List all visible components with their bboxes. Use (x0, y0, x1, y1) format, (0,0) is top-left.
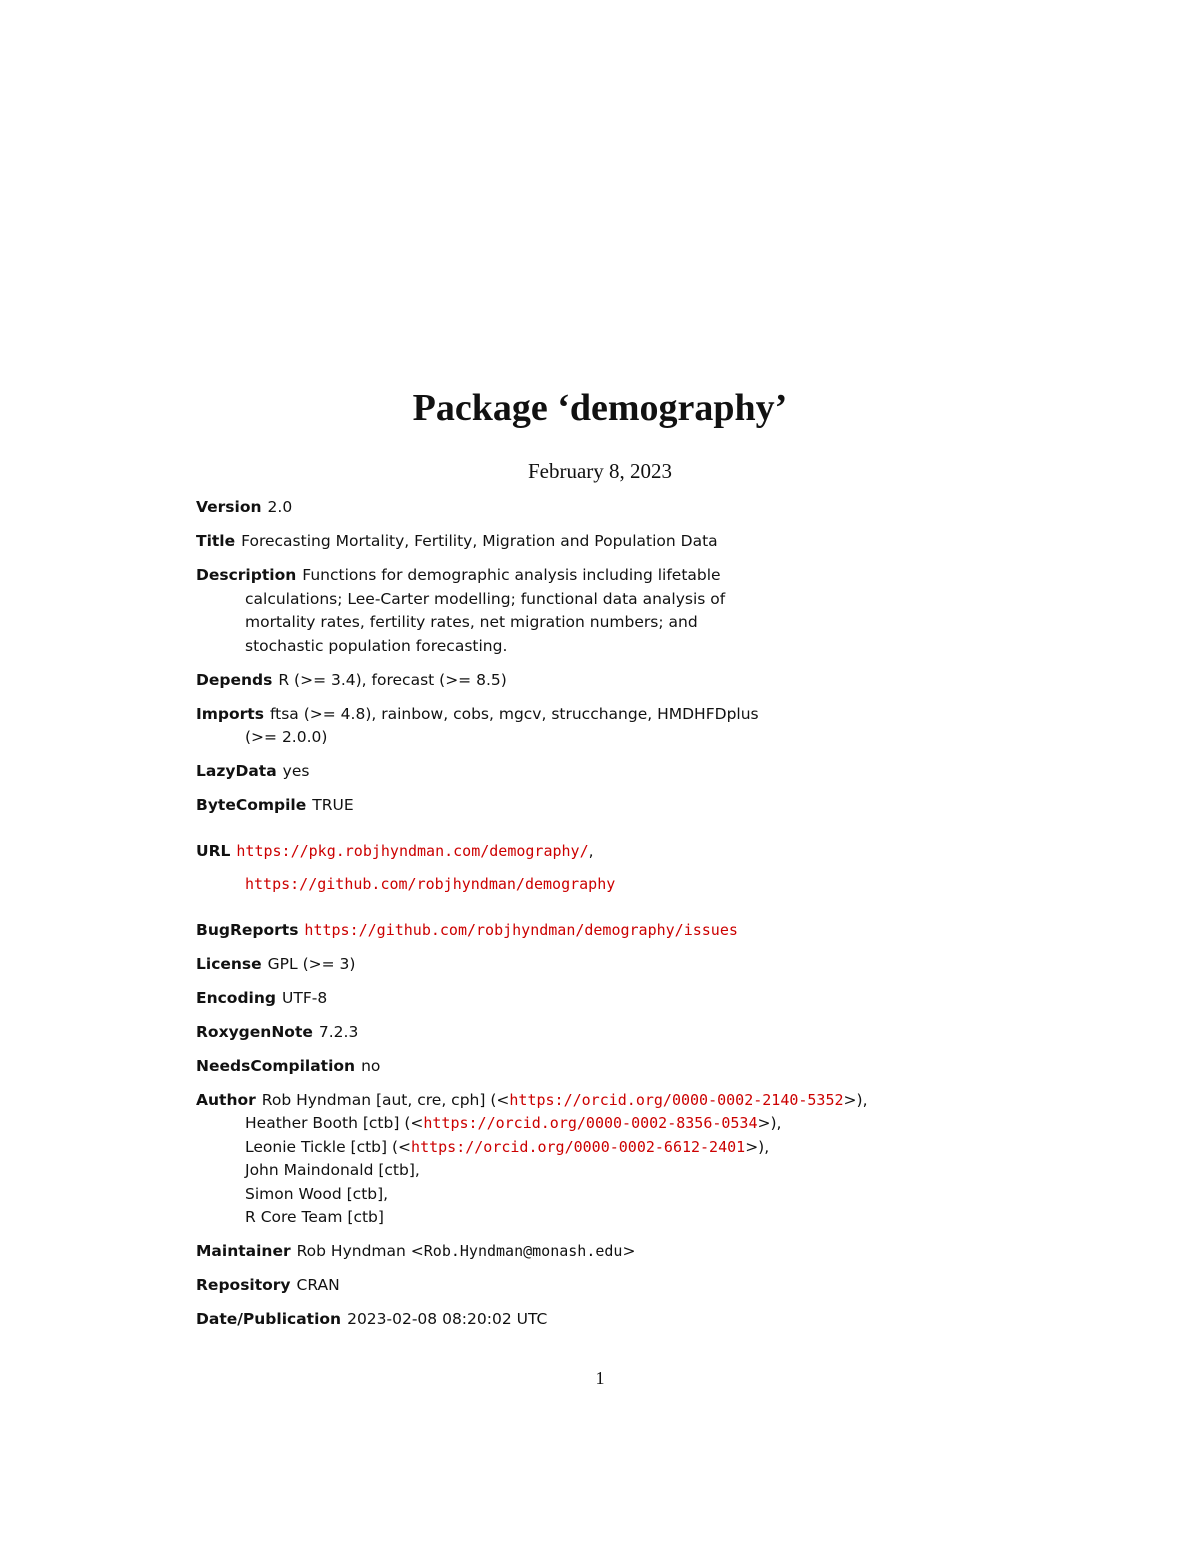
maintainer-email[interactable]: Rob.Hyndman@monash.edu (423, 1242, 623, 1260)
field-license (196, 953, 976, 977)
field-datepublication (196, 1308, 976, 1332)
field-repository (196, 1274, 976, 1298)
field-value-line: Functions for demographic analysis including lifetable (302, 566, 721, 584)
field-value-line: ftsa (>= 4.8), rainbow, cobs, mgcv, strucchange, HMDHFDplus (269, 704, 759, 723)
field-key: Imports (196, 704, 264, 723)
orcid-link[interactable]: https://orcid.org/0000-0002-8356-0534 (423, 1114, 758, 1132)
page-number: 1 (595, 1368, 605, 1388)
field-key: Description (196, 566, 297, 584)
author-text: Rob Hyndman [aut, cre, cph] (< (261, 1090, 510, 1109)
field-lazydata (196, 760, 976, 784)
field-value: no (361, 1056, 381, 1075)
field-title (196, 530, 976, 554)
author-text: >), (745, 1137, 770, 1156)
field-value: 7.2.3 (318, 1022, 359, 1041)
field-value-line: mortality rates, fertility rates, net migration numbers; and (245, 613, 698, 631)
field-value: GPL (>= 3) (267, 954, 356, 973)
field-value-line: stochastic population forecasting. (245, 636, 508, 655)
maintainer-post: > (622, 1242, 636, 1260)
field-value: yes (282, 762, 310, 780)
url-link-github[interactable]: https://github.com/robjhyndman/demography (245, 875, 616, 893)
author-text: Leonie Tickle [ctb] (< (245, 1137, 412, 1156)
field-key: Author (196, 1090, 256, 1109)
field-key: Title (196, 532, 236, 550)
field-imports (196, 703, 976, 750)
field-author (196, 1089, 976, 1230)
field-roxygennote (196, 1021, 976, 1045)
author-line: John Maindonald [ctb], (245, 1161, 420, 1179)
field-url (196, 840, 976, 897)
field-needscompilation (196, 1055, 976, 1079)
field-value-line: calculations; Lee-Carter modelling; functional data analysis of (245, 589, 726, 608)
field-key: Date/Publication (196, 1310, 342, 1328)
author-text: >), (757, 1114, 782, 1132)
document-date: February 8, 2023 (527, 459, 673, 483)
author-line: Simon Wood [ctb], (245, 1184, 389, 1203)
author-line: R Core Team [ctb] (245, 1208, 384, 1226)
field-bytecompile (196, 794, 976, 818)
field-value-line: (>= 2.0.0) (245, 728, 328, 746)
field-maintainer (196, 1240, 976, 1264)
field-value: R (>= 3.4), forecast (>= 8.5) (278, 670, 507, 689)
field-key: RoxygenNote (196, 1022, 313, 1041)
url-separator: , (588, 841, 594, 860)
field-key: BugReports (196, 920, 299, 939)
field-description (196, 564, 976, 658)
field-key: License (196, 954, 262, 973)
field-key: LazyData (196, 762, 277, 780)
maintainer-name: Rob Hyndman < (296, 1242, 424, 1260)
url-link-pkg[interactable]: https://pkg.robjhyndman.com/demography/ (236, 841, 589, 860)
description-fields (196, 496, 976, 1342)
field-value: 2023-02-08 08:20:02 UTC (347, 1310, 548, 1328)
field-value: UTF-8 (282, 988, 328, 1007)
author-text: >), (843, 1090, 868, 1109)
field-value: Forecasting Mortality, Fertility, Migration and Population Data (241, 532, 718, 550)
field-key: Depends (196, 670, 273, 689)
field-encoding (196, 987, 976, 1011)
field-value: 2.0 (267, 498, 293, 516)
orcid-link[interactable]: https://orcid.org/0000-0002-6612-2401 (411, 1137, 746, 1156)
field-key: Version (196, 498, 262, 516)
field-depends (196, 669, 976, 693)
field-key: NeedsCompilation (196, 1056, 356, 1075)
author-text: Heather Booth [ctb] (< (245, 1114, 424, 1132)
field-key: ByteCompile (196, 796, 307, 814)
field-key: Repository (196, 1276, 291, 1294)
field-key: Encoding (196, 988, 276, 1007)
field-value: TRUE (312, 796, 354, 814)
field-key: URL (196, 841, 231, 860)
bugreports-link[interactable]: https://github.com/robjhyndman/demography/issues (304, 920, 738, 939)
orcid-link[interactable]: https://orcid.org/0000-0002-2140-5352 (509, 1090, 844, 1109)
field-version (196, 496, 976, 520)
field-bugreports (196, 919, 976, 943)
field-key: Maintainer (196, 1242, 291, 1260)
page-title: Package ‘demography’ (412, 387, 788, 429)
field-value: CRAN (296, 1276, 340, 1294)
